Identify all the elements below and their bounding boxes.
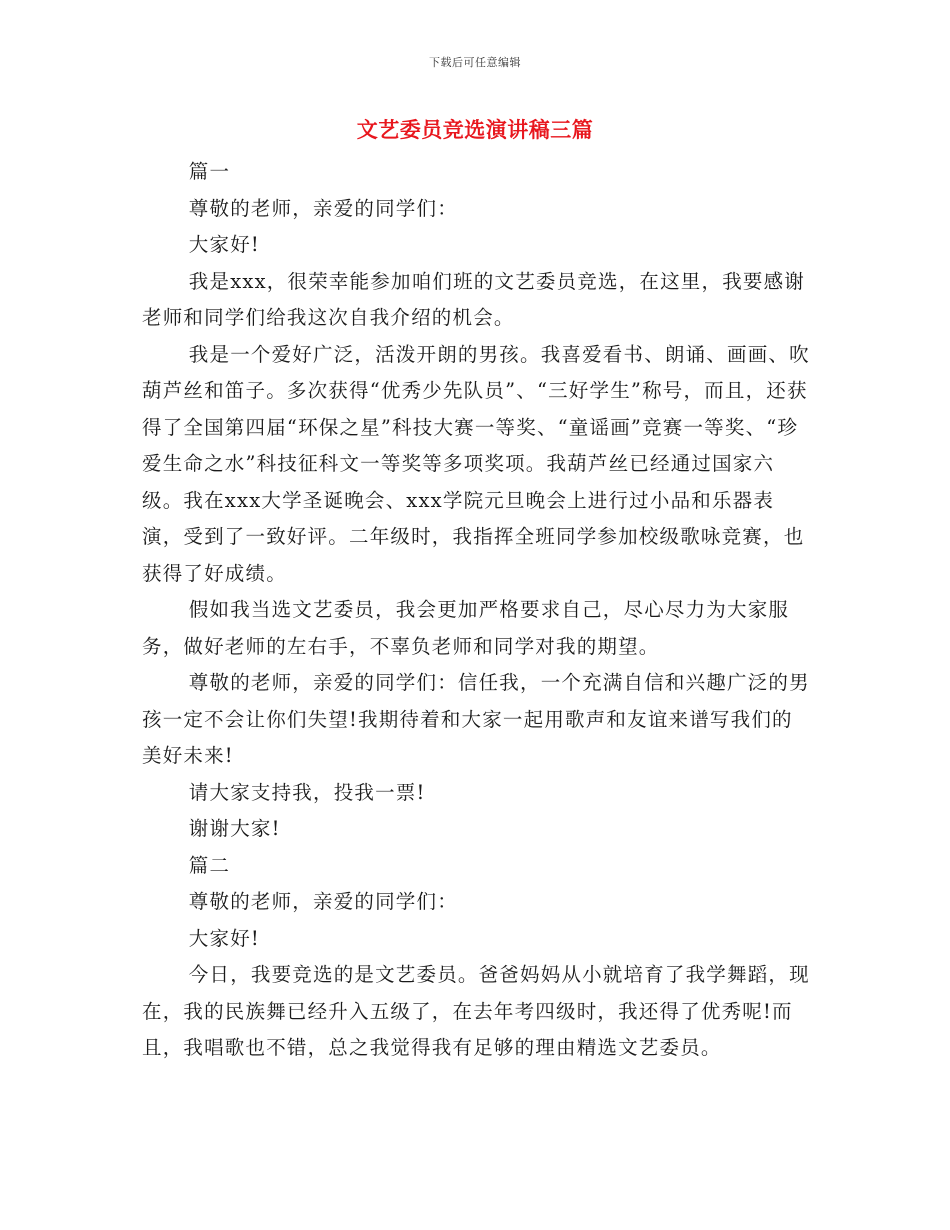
paragraph: 尊敬的老师，亲爱的同学们：信任我，一个充满自信和兴趣广泛的男孩一定不会让你们失望!我期待着和大家一起用歌声和友谊来谱写我们的美好未来! [142,671,810,767]
paragraph: 今日，我要竞选的是文艺委员。爸爸妈妈从小就培育了我学舞蹈，现在，我的民族舞已经升入五级了，在去年考四级时，我还得了优秀呢!而且，我唱歌也不错，总之我觉得我有足够的理由精选文艺委员。 [142,963,810,1059]
paragraph: 请大家支持我，投我一票! [188,780,426,804]
paragraph: 我是xxx，很荣幸能参加咱们班的文艺委员竞选，在这里，我要感谢老师和同学们给我这次自我介绍的机会。 [142,269,805,329]
header-note: 下载后可任意编辑 [429,56,521,69]
document-body [142,154,812,1067]
document-title: 文艺委员竞选演讲稿三篇 [356,118,594,142]
closing: 谢谢大家! [188,817,281,840]
salutation: 尊敬的老师，亲爱的同学们： [188,196,458,220]
greeting: 大家好! [188,233,260,256]
salutation: 尊敬的老师，亲爱的同学们： [188,890,458,913]
section-heading: 篇二 [188,853,231,877]
greeting: 大家好! [188,926,260,950]
section-heading: 篇一 [188,160,231,183]
paragraph: 我是一个爱好广泛，活泼开朗的男孩。我喜爱看书、朗诵、画画、吹葫芦丝和笛子。多次获得“优秀少先队员”、“三好学生”称号，而且，还获得了全国第四届“环保之星”科技大赛一等奖、“童谣画”竞赛一等奖、“珍爱生命之水”科技征科文一等奖等多项奖项。我葫芦丝已经通过国家六级。我在xxx大学圣诞晚会、xxx学院元旦晚会上进行过小品和乐器表演，受到了一致好评。二年级时，我指挥全班同学参加校级歌咏竞赛，也获得了好成绩。 [142,342,810,585]
paragraph: 假如我当选文艺委员，我会更加严格要求自己，尽心尽力为大家服务，做好老师的左右手，不辜负老师和同学对我的期望。 [142,598,790,658]
